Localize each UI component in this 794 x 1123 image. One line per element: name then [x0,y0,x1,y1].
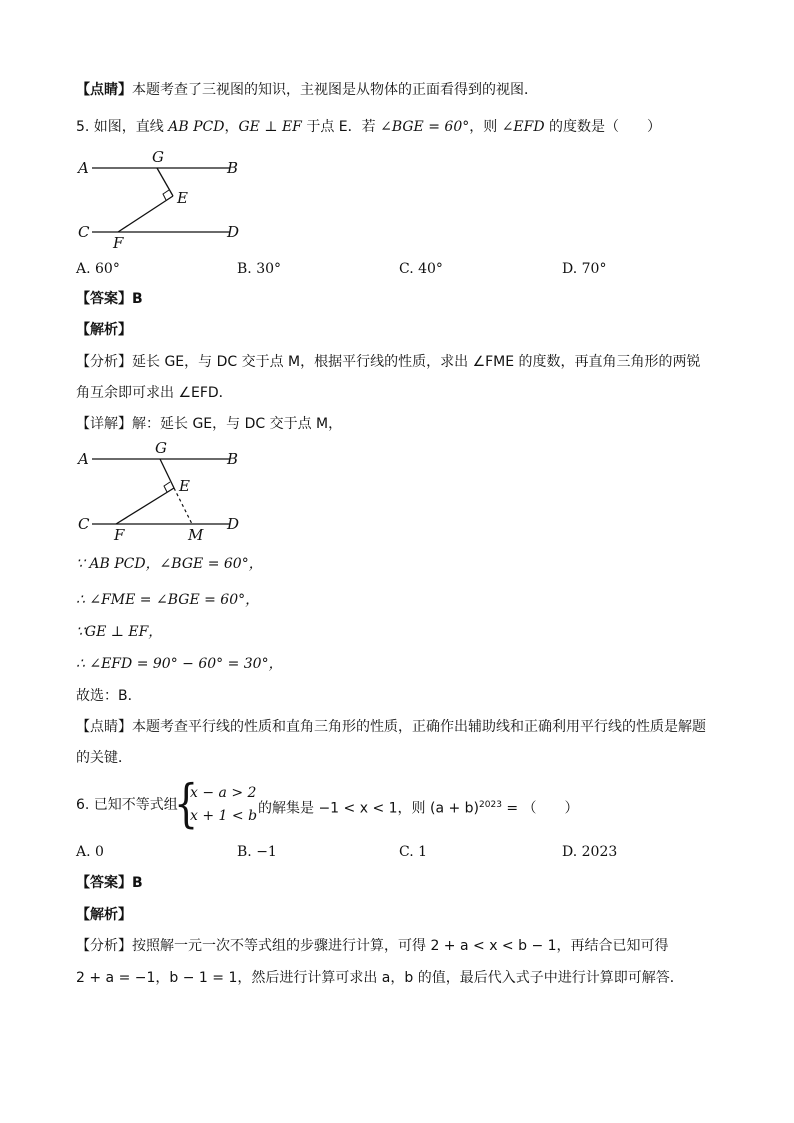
q6-exponent: 2023 [479,800,502,810]
q5-analysis-2: 角互余即可求出 ∠EFD． [76,385,233,401]
q6-option-d: D. 2023 [562,844,618,860]
q5-figure [70,150,250,250]
q6-option-c: C. 1 [399,844,428,860]
q5-target: ∠EFD [501,119,545,135]
q5-note-1: 【点睛】本题考查平行线的性质和直角三角形的性质，正确作出辅助线和正确利用平行线的性质是解题 [76,719,706,735]
q5-analysis-1: 【分析】延长 GE，与 DC 交于点 M，根据平行线的性质，求出 ∠FME 的度数，再直角三角形的两锐 [76,354,701,370]
q6-stem-c: = （ ） [501,800,579,817]
q6-system-2: x + 1 < b [190,808,258,824]
q5-stem-b: ， [224,119,239,135]
q5-detail: 【详解】解：延长 GE，与 DC 交于点 M， [76,416,343,432]
fig2-label-m: M [188,526,204,544]
p1-tag: 【点睛】 [76,82,132,98]
q5-step-2: ∴ ∠FME = ∠BGE = 60°， [76,592,260,608]
fig1-label-g: G [152,150,164,166]
q5-option-d: D. 70° [562,261,607,277]
fig1-label-c: C [78,223,90,241]
q5-stem-a: 5. 如图，直线 [76,119,169,135]
q6-stem-b: 的解集是 −1 < x < 1，则 (a + b) [258,800,480,817]
q6-option-b: B. −1 [237,844,277,860]
p1-line [76,80,538,100]
q5-cond: ∠BGE = 60° [380,119,470,135]
fig2-label-f: F [114,526,125,544]
q6-option-a: A. 0 [76,844,104,860]
q6-system-1: x − a > 2 [190,785,257,801]
fig1-label-e: E [177,189,188,207]
q5-step-1: ∵ AB PCD，∠BGE = 60°， [76,556,263,572]
q5-option-b: B. 30° [237,261,282,277]
fig2-label-d: D [227,515,240,533]
fig1-label-d: D [227,223,240,241]
fig1-label-b: B [227,159,239,177]
fig2-label-g: G [155,440,167,457]
q6-stem-a: 6. 已知不等式组 [76,797,178,813]
fig2-label-a: A [78,450,89,468]
fig1-label-f: F [113,234,124,250]
q5-note-2: 的关键． [76,750,132,766]
q5-option-a: A. 60° [76,261,120,277]
q5-stem-c: 于点 E．若 [301,119,381,135]
q6-brace: { [174,773,199,834]
q5-stem-e: 的度数是（ ） [544,119,662,135]
q6-analysis-title: 【解析】 [76,907,132,923]
q5-figure-2 [70,440,250,545]
fig2-label-b: B [227,450,239,468]
q5-step-4: ∴ ∠EFD = 90° − 60° = 30°， [76,656,283,672]
q5-ab-pcd: AB PCD [168,119,225,135]
fig1-label-a: A [78,159,89,177]
q6-analysis-2: 2 + a = −1，b − 1 = 1，然后进行计算可求出 a，b 的值，最后代入式子中进行计算即可解答． [76,970,684,986]
fig2-label-c: C [78,515,90,533]
q6-analysis-1: 【分析】按照解一元一次不等式组的步骤进行计算，可得 2 + a < x < b − 1，再结合已知可得 [76,938,669,954]
fig2-label-e: E [179,477,190,495]
q5-choose: 故选：B． [76,688,142,704]
q5-stem-d: ，则 [469,119,502,135]
q6-answer: 【答案】B [76,875,143,891]
q5-step-3: ∵GE ⊥ EF， [76,624,163,640]
p1-text: 本题考查了三视图的知识，主视图是从物体的正面看得到的视图． [132,82,538,98]
q5-answer: 【答案】B [76,291,143,307]
q5-analysis-title: 【解析】 [76,322,132,338]
q6-stem-b-wrap [258,795,579,819]
q5-stem [76,117,661,137]
q5-perp: GE ⊥ EF [238,119,302,135]
q5-option-c: C. 40° [399,261,443,277]
